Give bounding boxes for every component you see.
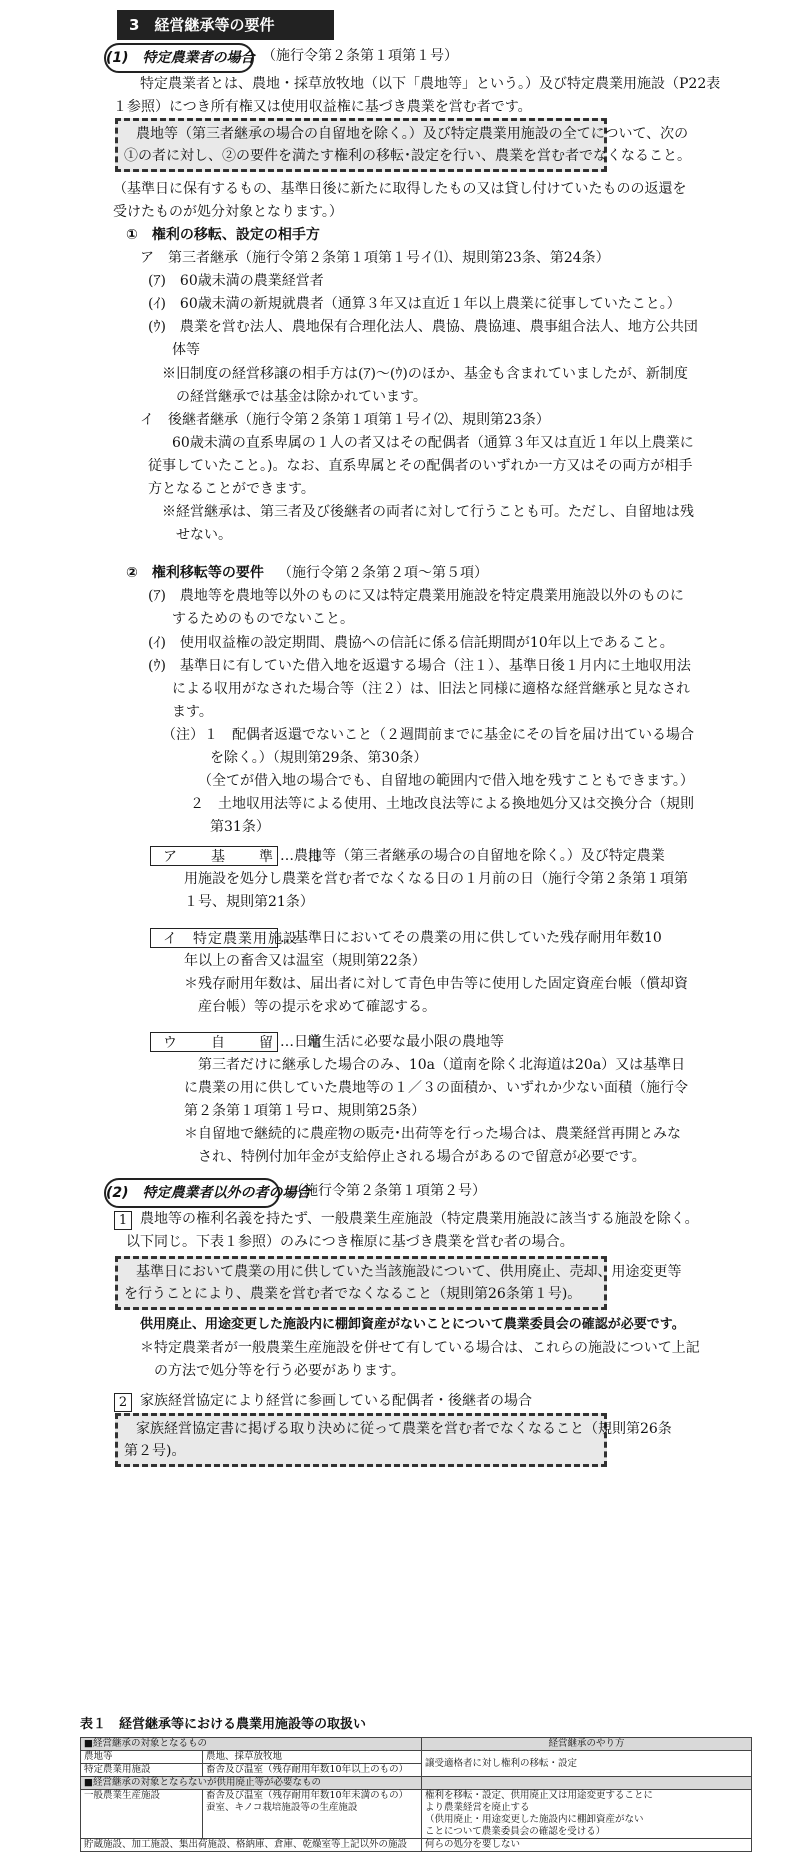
item-a2: (ｲ) 60歳未満の新規就農者（通算３年又は直近１年以上農業に従事していたこと。）	[148, 296, 681, 312]
item-i: イ 後継者継承（施行令第２条第１項第１号イ⑵、規則第23条）	[140, 412, 550, 428]
term-text: …基準日においてその農業の用に供していた残存耐用年数10	[280, 930, 662, 946]
table-cell: 譲受適格者に対し権利の移転・設定	[422, 1751, 752, 1777]
s2-note: の方法で処分等を行う必要があります。	[154, 1363, 405, 1379]
point-2-ref: （施行令第２条第２項～第５項）	[278, 565, 488, 581]
req: するためのものでないこと。	[172, 611, 354, 627]
s2-line: 農地等の権利名義を持たず、一般農業生産施設（特定農業用施設に該当する施設を除く。	[140, 1211, 699, 1227]
note: を除く。）（規則第29条、第30条）	[210, 750, 428, 766]
s2-box-1	[115, 1256, 682, 1310]
note: 第31条）	[210, 819, 270, 835]
term-box: ウ 自 留 地	[150, 1032, 278, 1052]
point-1-heading: ① 権利の移転、設定の相手方	[126, 227, 320, 243]
req: ます。	[172, 704, 213, 720]
s1-line: 特定農業者とは、農地・採草放牧地（以下「農地等」という。）及び特定農業用施設（P22表	[140, 76, 721, 92]
note: ２ 土地収用法等による使用、土地改良法等による換地処分又は交換分合（規則	[190, 796, 694, 812]
table-cell-line: ことについて農業委員会の確認を受ける）	[425, 1826, 606, 1837]
table-cell: 特定農業用施設	[81, 1764, 203, 1777]
term-text: ＊自留地で継続的に農産物の販売･出荷等を行った場合は、農業経営再開とみな	[184, 1126, 681, 1142]
s2-emphasis: 供用廃止、用途変更した施設内に棚卸資産がないことについて農業委員会の確認が必要です。	[140, 1317, 685, 1332]
box-line: ①の者に対し、②の要件を満たす権利の移転･設定を行い、農業を営む者でなくなること。	[124, 148, 691, 164]
s1-after: 受けたものが処分対象となります。）	[113, 204, 343, 220]
s2-line: 以下同じ。下表１参照）のみにつき権原に基づき農業を営む者の場合。	[126, 1234, 574, 1250]
table-cell: 畜舎及び温室（残存耐用年数10年以上のもの）	[203, 1764, 422, 1777]
table-cell-line: 畜舎及び温室（残存耐用年数10年未満のもの）	[206, 1790, 409, 1801]
term-box: ア 基 準 日	[150, 846, 278, 866]
note: せない。	[176, 527, 232, 543]
table-header: ■経営継承の対象となるもの	[81, 1738, 422, 1751]
table-header: ■経営継承の対象とならないが供用廃止等が必要なもの	[81, 1777, 422, 1790]
table-header: 経営継承のやり方	[422, 1738, 752, 1751]
item-a3: 体等	[172, 342, 200, 358]
s2-box-2	[115, 1413, 672, 1467]
table-cell: 何らの処分を要しない	[422, 1839, 752, 1852]
table-cell: 農地等	[81, 1751, 203, 1764]
point-2-heading: ② 権利移転等の要件	[126, 565, 264, 581]
s2-note: ＊特定農業者が一般農業生産施設を併せて有している場合は、これらの施設について上記	[140, 1340, 700, 1356]
term-text: 年以上の畜舎又は温室（規則第22条）	[184, 953, 426, 969]
table-cell-line: （供用廃止・用途変更した施設内に棚卸資産がない	[425, 1814, 644, 1825]
table-title: 表１ 経営継承等における農業用施設等の取扱い	[80, 1717, 367, 1732]
note: ※経営継承は、第三者及び後継者の両者に対して行うことも可。ただし、自留地は残	[162, 504, 694, 520]
item-a1: (ｱ) 60歳未満の農業経営者	[148, 273, 324, 289]
term-text: …農地等（第三者継承の場合の自留地を除く。）及び特定農業	[280, 848, 665, 864]
section-title: 3 経営継承等の要件	[117, 10, 334, 40]
item-i-text: 60歳未満の直系卑属の１人の者又はその配偶者（通算３年又は直近１年以上農業に	[172, 435, 694, 451]
table-cell: 一般農業生産施設	[81, 1790, 203, 1839]
box-line: 農地等（第三者継承の場合の自留地を除く。）及び特定農業用施設の全てについて、次の	[136, 126, 689, 142]
item-a3: (ｳ) 農業を営む法人、農地保有合理化法人、農協、農協連、農事組合法人、地方公共団	[148, 319, 698, 335]
table-cell: 農地、採草放牧地	[203, 1751, 422, 1764]
term-text: 用施設を処分し農業を営む者でなくなる日の１月前の日（施行令第２条第１項第	[184, 871, 688, 887]
req: (ｲ) 使用収益権の設定期間、農協への信託に係る信託期間が10年以上であること。	[148, 635, 674, 651]
table-cell	[422, 1790, 752, 1839]
subsection-2-ref: （施行令第２条第１項第２号）	[290, 1183, 486, 1199]
subsection-1-ref: （施行令第２条第１項第１号）	[262, 48, 458, 64]
req: (ｳ) 基準日に有していた借入地を返還する場合（注１）、基準日後１月内に土地収用法	[148, 658, 691, 674]
number-box: 1	[114, 1211, 132, 1230]
table-cell: 貯蔵施設、加工施設、集出荷施設、格納庫、倉庫、乾燥室等上記以外の施設	[81, 1839, 422, 1852]
box-line: 家族経営協定書に掲げる取り決めに従って農業を営む者でなくなること（規則第26条	[136, 1421, 672, 1437]
term-text: 第三者だけに継承した場合のみ、10a（道南を除く北海道は20a）又は基準日	[198, 1057, 686, 1073]
note: （注）１ 配偶者返還でないこと（２週間前までに基金にその旨を届け出ている場合	[162, 727, 694, 743]
term-text: …日常生活に必要な最小限の農地等	[280, 1034, 504, 1050]
table-cell-line: 蚕室、キノコ栽培施設等の生産施設	[206, 1802, 358, 1813]
req: (ｱ) 農地等を農地等以外のものに又は特定農業用施設を特定農業用施設以外のものに	[148, 588, 684, 604]
box-line: を行うことにより、農業を営む者でなくなること（規則第26条第１号)。	[124, 1286, 582, 1302]
s1-requirement-box	[115, 118, 691, 172]
item-i-text: 方となることができます。	[148, 481, 315, 497]
req: による収用がなされた場合等（注２）は、旧法と同様に適格な経営継承と見なされ	[172, 681, 690, 697]
term-text: １号、規則第21条）	[184, 894, 314, 910]
table-cell-line: 権利を移転・設定、供用廃止又は用途変更することに	[425, 1790, 654, 1801]
term-text: され、特例付加年金が支給停止される場合があるので留意が必要です。	[198, 1149, 646, 1165]
s1-line: １参照）につき所有権又は使用収益権に基づき農業を営む者です。	[113, 99, 532, 115]
box-line: 第２号)。	[124, 1443, 186, 1459]
term-text: に農業の用に供していた農地等の１／３の面積か、いずれか少ない面積（施行令	[184, 1080, 688, 1096]
item-i-text: 従事していたこと。)。なお、直系卑属とその配偶者のいずれか一方又はその両方が相手	[148, 458, 693, 474]
subsection-2-heading: (2) 特定農業者以外の者の場合	[104, 1178, 280, 1208]
term-text: 産台帳）等の提示を求めて確認する。	[198, 999, 436, 1015]
subsection-1-heading: (1) 特定農業者の場合	[104, 43, 254, 73]
note: の経営継承では基金は除かれています。	[176, 389, 427, 405]
item-a: ア 第三者継承（施行令第２条第１項第１号イ⑴、規則第23条、第24条）	[140, 250, 610, 266]
table-cell-line: より農業経営を廃止する	[425, 1802, 530, 1813]
term-box: イ 特定農業用施設	[150, 928, 278, 948]
note: （全てが借入地の場合でも、自留地の範囲内で借入地を残すこともできます。）	[198, 773, 694, 789]
term-text: ＊残存耐用年数は、届出者に対して青色申告等に使用した固定資産台帳（償却資	[184, 976, 688, 992]
facility-table	[80, 1737, 752, 1852]
term-text: 第２条第１項第１号ロ、規則第25条）	[184, 1103, 426, 1119]
s2-line: 家族経営協定により経営に参画している配偶者・後継者の場合	[140, 1393, 532, 1409]
box-line: 基準日において農業の用に供していた当該施設について、供用廃止、売却、用途変更等	[136, 1264, 682, 1280]
note: ※旧制度の経営移譲の相手方は(ｱ)～(ｳ)のほか、基金も含まれていましたが、新制度	[162, 366, 688, 382]
s1-after: （基準日に保有するもの、基準日後に新たに取得したもの又は貸し付けていたものの返還を	[113, 181, 687, 197]
table-cell	[203, 1790, 422, 1839]
number-box: 2	[114, 1393, 132, 1412]
